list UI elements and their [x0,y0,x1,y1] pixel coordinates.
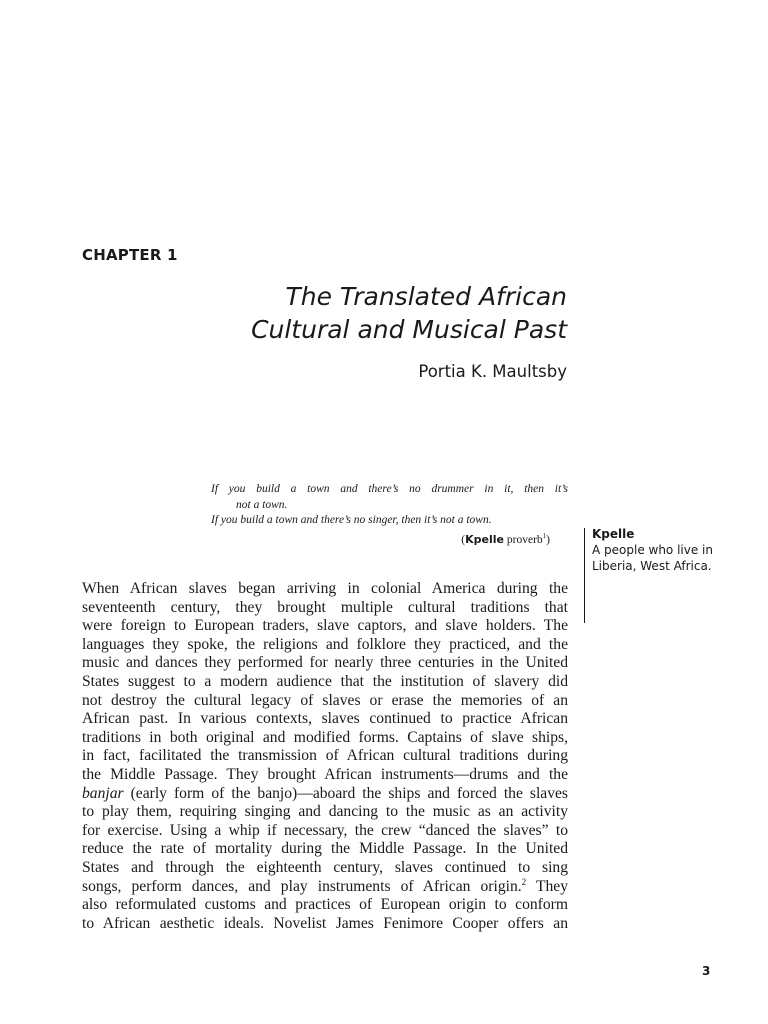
body-text [82,580,568,933]
body-line: songs, perform dances, and play instruments of African origin.$^2$ They [82,876,568,895]
body-line: the Middle Passage. They brought African instruments—drums and the [82,765,568,783]
sidebar-rule [584,528,585,623]
chapter-title-line: The Translated African [285,282,567,311]
epigraph-line: not a town. [236,498,288,511]
glossary-definition-line: Liberia, West Africa. [592,559,712,573]
body-line: When African slaves began arriving in colonial America during the [82,580,568,597]
body-line: in fact, facilitated the transmission of African cultural traditions during [82,747,568,765]
body-line: States suggest to a modern audience that the institution of slavery did [82,672,568,690]
body-line: to African aesthetic ideals. Novelist James Fenimore Cooper offers an [82,914,568,932]
author-name: Portia K. Maultsby [418,362,567,381]
body-line: traditions in both original and modified forms. Captains of slave ships, [82,728,568,746]
body-line: for exercise. Using a whip if necessary, the crew “danced the slaves” to [82,821,568,839]
chapter-title-line: Cultural and Musical Past [251,315,567,344]
chapter-title [127,280,567,346]
body-line: banjar (early form of the banjo)—aboard the ships and forced the slaves [82,784,568,802]
page-number: 3 [702,964,711,978]
body-line: States and through the eighteenth century, slaves continued to sing [82,858,568,876]
body-line: reduce the rate of mortality during the Middle Passage. In the United [82,840,568,858]
body-line: were foreign to European traders, slave captors, and slave holders. The [82,617,568,635]
epigraph-line: If you build a town and there’s no singer, then it’s not a town. [211,514,492,526]
body-line: music and dances they performed for nearly three centuries in the United [82,654,568,672]
footnote-ref[interactable]: 1 [542,531,547,540]
epigraph-attribution: (Kpelle proverb$^1$) [461,531,550,546]
italic-term: banjar [82,784,124,802]
glossary-sidebar [592,526,722,574]
body-line: languages they spoke, the religions and folklore they practiced, and the [82,635,568,653]
epigraph [211,482,568,548]
chapter-label: CHAPTER 1 [82,246,178,264]
attribution-source: Kpelle [465,532,505,546]
footnote-ref[interactable]: 2 [521,876,527,887]
body-line: not destroy the cultural legacy of slaves or erase the memories of an [82,691,568,709]
glossary-definition-line: A people who live in [592,543,713,557]
body-line: seventeenth century, they brought multiple cultural traditions that [82,598,568,616]
body-line: to play them, requiring singing and dancing to the music as an activity [82,803,568,821]
epigraph-line: If you build a town and there’s no drummer in it, then it’s [211,483,568,495]
body-line: also reformulated customs and practices of European origin to conform [82,896,568,914]
body-line: African past. In various contexts, slaves continued to practice African [82,710,568,728]
glossary-term: Kpelle [592,527,635,541]
